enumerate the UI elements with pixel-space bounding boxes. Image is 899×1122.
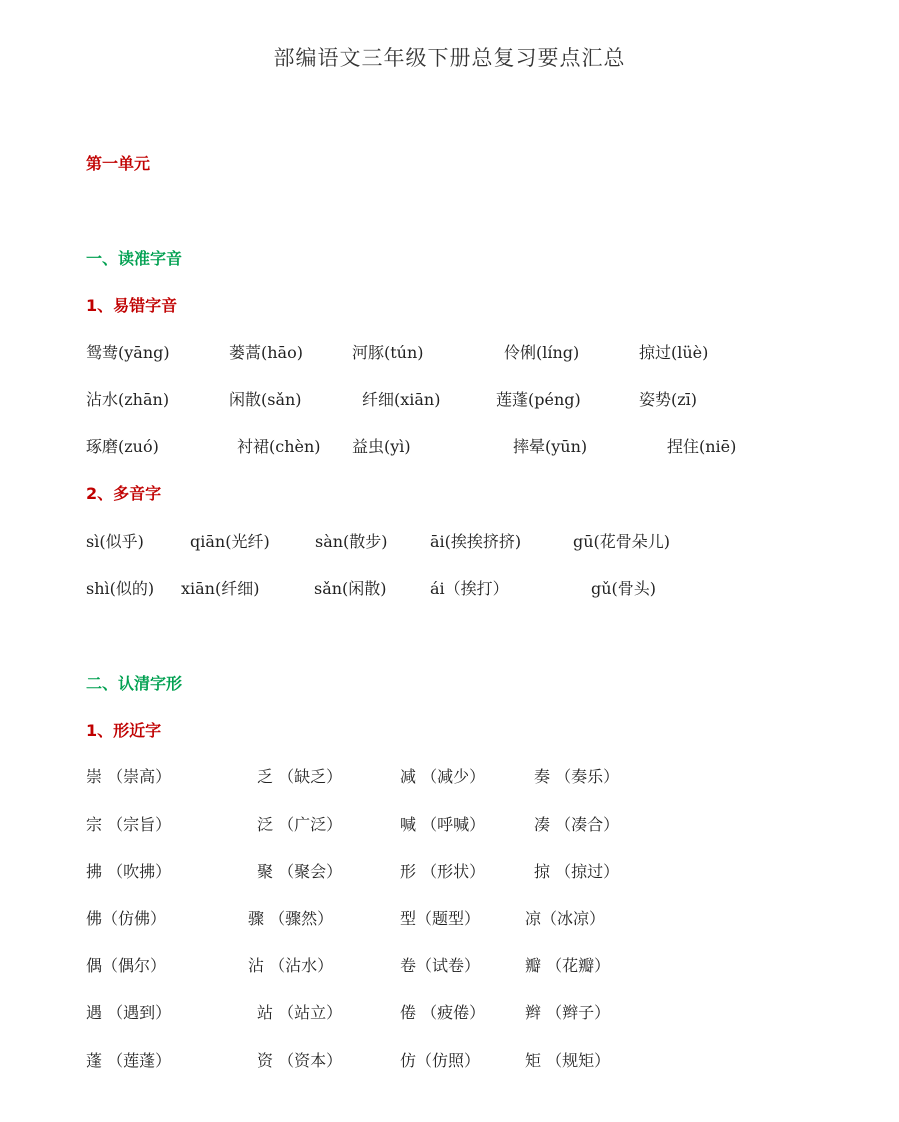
similar-char-row bbox=[0, 766, 899, 788]
similar-char-item: 蓬 （莲蓬） bbox=[86, 1051, 172, 1070]
similar-char-row bbox=[0, 1050, 899, 1072]
section1-sub1-heading: 1、易错字音 bbox=[86, 296, 178, 315]
similar-char-item: 宗 （宗旨） bbox=[86, 815, 172, 834]
polyphone-row bbox=[0, 531, 899, 553]
similar-char-item: 佛（仿佛） bbox=[86, 909, 167, 928]
pronunciation-item: 衬裙(chèn) bbox=[237, 437, 321, 456]
pronunciation-item: 益虫(yì) bbox=[352, 437, 411, 456]
pronunciation-item: 捏住(niē) bbox=[667, 437, 737, 456]
polyphone-item: xiān(纤细) bbox=[181, 579, 260, 598]
similar-char-item: 乏 （缺乏） bbox=[257, 767, 343, 786]
pronunciation-item: 摔晕(yūn) bbox=[513, 437, 588, 456]
pronunciation-row bbox=[0, 436, 899, 458]
similar-char-item: 凉（冰凉） bbox=[525, 909, 606, 928]
pronunciation-row bbox=[0, 342, 899, 364]
polyphone-item: gǔ(骨头) bbox=[591, 579, 657, 598]
unit-heading: 第一单元 bbox=[86, 154, 151, 173]
similar-char-item: 奏 （奏乐） bbox=[534, 767, 620, 786]
similar-char-item: 聚 （聚会） bbox=[257, 862, 343, 881]
pronunciation-item: 闲散(sǎn) bbox=[229, 390, 302, 409]
polyphone-item: shì(似的) bbox=[86, 579, 155, 598]
pronunciation-item: 河豚(tún) bbox=[352, 343, 424, 362]
similar-char-item: 型（题型） bbox=[400, 909, 481, 928]
pronunciation-item: 纤细(xiān) bbox=[362, 390, 441, 409]
similar-char-item: 偶（偶尔） bbox=[86, 956, 167, 975]
pronunciation-item: 伶俐(líng) bbox=[504, 343, 580, 362]
pronunciation-item: 沾水(zhān) bbox=[86, 390, 170, 409]
page-title: 部编语文三年级下册总复习要点汇总 bbox=[273, 46, 626, 70]
similar-char-item: 凑 （凑合） bbox=[534, 815, 620, 834]
section2-heading: 二、认清字形 bbox=[86, 674, 183, 693]
polyphone-item: āi(挨挨挤挤) bbox=[430, 532, 522, 551]
polyphone-item: sǎn(闲散) bbox=[314, 579, 387, 598]
pronunciation-item: 鸳鸯(yāng) bbox=[86, 343, 170, 362]
similar-char-item: 形 （形状） bbox=[400, 862, 486, 881]
similar-char-item: 瓣 （花瓣） bbox=[525, 956, 611, 975]
section1-heading: 一、读准字音 bbox=[86, 249, 183, 268]
pronunciation-item: 琢磨(zuó) bbox=[86, 437, 159, 456]
similar-char-row bbox=[0, 1002, 899, 1024]
similar-char-row bbox=[0, 955, 899, 977]
polyphone-row bbox=[0, 578, 899, 600]
similar-char-item: 矩 （规矩） bbox=[525, 1051, 611, 1070]
similar-char-item: 资 （资本） bbox=[257, 1051, 343, 1070]
similar-char-row bbox=[0, 861, 899, 883]
section1-sub2-heading: 2、多音字 bbox=[86, 484, 162, 503]
polyphone-item: qiān(光纤) bbox=[190, 532, 270, 551]
polyphone-item: ái（挨打） bbox=[430, 579, 509, 598]
similar-char-item: 倦 （疲倦） bbox=[400, 1003, 486, 1022]
similar-char-item: 拂 （吹拂） bbox=[86, 862, 172, 881]
similar-char-item: 减 （减少） bbox=[400, 767, 486, 786]
similar-char-item: 掠 （掠过） bbox=[534, 862, 620, 881]
polyphone-item: sàn(散步) bbox=[315, 532, 388, 551]
similar-char-item: 泛 （广泛） bbox=[257, 815, 343, 834]
pronunciation-item: 掠过(lüè) bbox=[639, 343, 709, 362]
polyphone-item: sì(似乎) bbox=[86, 532, 144, 551]
similar-char-item: 喊 （呼喊） bbox=[400, 815, 486, 834]
similar-char-item: 沾 （沾水） bbox=[248, 956, 334, 975]
pronunciation-item: 蒌蒿(hāo) bbox=[229, 343, 303, 362]
pronunciation-item: 姿势(zī) bbox=[639, 390, 698, 409]
similar-char-row bbox=[0, 814, 899, 836]
similar-char-item: 骤 （骤然） bbox=[248, 909, 334, 928]
pronunciation-row bbox=[0, 389, 899, 411]
similar-char-item: 站 （站立） bbox=[257, 1003, 343, 1022]
similar-char-item: 遇 （遇到） bbox=[86, 1003, 172, 1022]
pronunciation-item: 莲蓬(péng) bbox=[496, 390, 581, 409]
similar-char-item: 崇 （崇高） bbox=[86, 767, 172, 786]
similar-char-item: 辫 （辫子） bbox=[525, 1003, 611, 1022]
polyphone-item: gū(花骨朵儿) bbox=[573, 532, 671, 551]
section2-sub1-heading: 1、形近字 bbox=[86, 721, 162, 740]
similar-char-item: 仿（仿照） bbox=[400, 1051, 481, 1070]
similar-char-item: 卷（试卷） bbox=[400, 956, 481, 975]
similar-char-row bbox=[0, 908, 899, 930]
